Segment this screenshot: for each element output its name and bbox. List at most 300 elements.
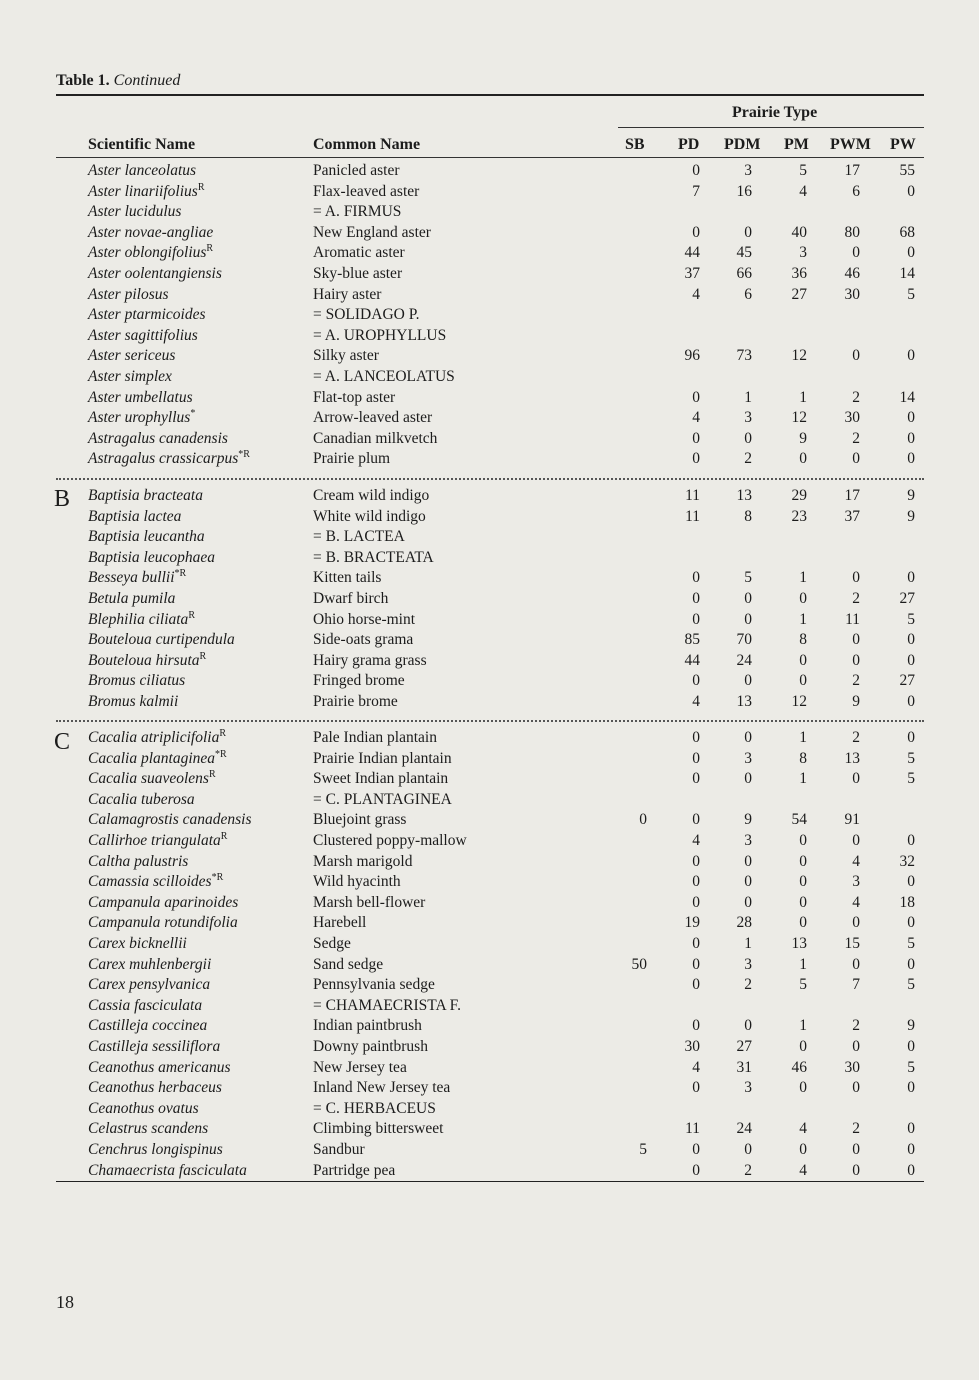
value-pd: 4 [692,409,700,427]
common-name: Sand sedge [313,955,384,973]
scientific-name-text: Betula pumila [88,590,176,607]
scientific-name-text: Carex pensylvanica [88,976,211,994]
value-pwm: 2 [852,1120,860,1138]
footnote-marker: R [219,727,226,739]
table-row [0,590,979,611]
value-pdm: 0 [744,590,752,607]
table-row [0,894,979,915]
table-row [0,162,979,183]
scientific-name [88,770,216,788]
scientific-name [88,791,195,809]
scientific-name [88,347,175,365]
value-pd: 0 [692,935,700,952]
common-name: Bluejoint grass [313,811,407,829]
value-pw: 0 [907,1141,915,1158]
group-header-rule [618,127,924,128]
value-pm: 4 [799,1120,807,1138]
value-pm: 0 [799,651,807,669]
scientific-name-text: Baptisia bracteata [88,487,203,504]
scientific-name [88,956,211,974]
scientific-name-text: Ceanothus herbaceus [88,1079,222,1097]
value-pdm: 6 [744,285,752,303]
col-header-pdm: PDM [724,136,761,153]
common-name: Hairy grama grass [313,651,427,669]
value-pdm: 0 [744,873,752,891]
value-pm: 8 [799,631,807,649]
value-pwm: 9 [852,693,860,710]
scientific-name [88,976,210,994]
common-name: Marsh marigold [313,852,413,870]
value-pm: 1 [799,569,807,587]
common-name: = B. LACTEA [313,528,405,546]
value-pwm: 6 [852,182,860,200]
value-pd: 0 [692,162,700,179]
footnote-marker: *R [174,568,187,580]
value-pm: 1 [799,955,807,973]
value-pdm: 0 [744,770,752,788]
scientific-name-text: Carex muhlenbergii [88,955,212,973]
common-name: Sky-blue aster [313,265,403,282]
value-pd: 4 [692,285,700,303]
value-pm: 4 [799,1161,807,1179]
table-row [0,244,979,265]
scientific-name [88,832,227,850]
scientific-name-text: Calamagrostis canadensis [88,811,252,829]
common-name: = CHAMAECRISTA F. [313,996,461,1014]
value-pdm: 3 [744,162,752,179]
scientific-name [88,1141,223,1159]
scientific-name [88,1017,207,1035]
common-name: Harebell [313,914,367,932]
common-name: Fringed brome [313,672,405,690]
scientific-name-text: Campanula aparinoides [88,893,239,911]
common-name: Kitten tails [313,569,382,587]
section-divider [56,478,924,480]
scientific-name [88,203,181,221]
value-pdm: 2 [744,1161,752,1179]
table-row [0,935,979,956]
value-pw: 0 [907,347,915,365]
value-pd: 7 [692,182,700,200]
scientific-name-text: Aster novae-angliae [88,223,214,241]
table-row [0,368,979,389]
value-pw: 27 [899,672,915,690]
value-pwm: 37 [844,507,860,525]
common-name: Prairie plum [313,450,391,468]
scientific-name-text: Aster urophyllus [88,409,191,427]
footnote-marker: *R [238,449,250,461]
common-name: Partridge pea [313,1161,396,1179]
table-row [0,631,979,652]
value-pdm: 0 [744,852,752,870]
value-pm: 0 [799,1141,807,1158]
value-pw: 0 [907,569,915,587]
value-pdm: 1 [744,935,752,952]
scientific-name [88,590,175,608]
table-row [0,750,979,771]
table-row [0,409,979,430]
table-row [0,347,979,368]
value-pdm: 2 [744,976,752,994]
scientific-name [88,873,223,891]
footnote-marker: *R [211,872,224,884]
value-pw: 14 [899,388,915,406]
value-pw: 0 [907,1038,915,1055]
table-row [0,770,979,791]
scientific-name-text: Aster umbellatus [88,388,193,406]
scientific-name-text: Cenchrus longispinus [88,1141,223,1158]
value-pd: 0 [692,893,700,911]
table-top-rule [56,94,924,96]
value-pm: 0 [799,873,807,891]
value-pm: 0 [799,1079,807,1097]
table-row [0,693,979,714]
scientific-name [88,750,227,768]
common-name: = SOLIDAGO P. [313,306,420,324]
value-pd: 0 [692,1017,700,1035]
scientific-name-text: Aster oolentangiensis [88,265,222,282]
scientific-name-text: Ceanothus ovatus [88,1099,199,1117]
common-name: Silky aster [313,347,379,365]
scientific-name-text: Castilleja sessiliflora [88,1038,221,1055]
scientific-name [88,183,204,201]
value-pm: 0 [799,832,807,849]
value-pd: 0 [692,955,700,973]
value-pm: 12 [791,409,807,427]
value-pwm: 13 [844,749,860,767]
value-pw: 9 [907,1017,915,1035]
value-pm: 1 [799,388,807,406]
value-pd: 0 [692,1141,700,1158]
scientific-name-text: Cassia fasciculata [88,996,203,1014]
value-pw: 0 [907,873,915,891]
scientific-name [88,265,222,283]
value-pd: 0 [692,429,700,447]
col-header-common: Common Name [313,136,421,153]
table-row [0,508,979,529]
common-name: Sweet Indian plantain [313,770,449,788]
value-pw: 0 [907,1120,915,1138]
common-name: Flat-top aster [313,388,396,406]
scientific-name [88,1059,231,1077]
common-name: Pennsylvania sedge [313,976,435,994]
scientific-name [88,528,205,546]
value-pm: 0 [799,672,807,690]
value-pw: 55 [899,162,915,179]
value-pw: 0 [907,429,915,447]
common-name: Prairie brome [313,693,398,710]
value-pwm: 2 [852,388,860,406]
table-row [0,1141,979,1162]
value-pm: 29 [791,487,807,504]
scientific-name [88,935,187,953]
value-pw: 0 [907,729,915,746]
value-pm: 46 [791,1058,807,1076]
value-pwm: 0 [852,1161,860,1179]
table-row [0,1017,979,1038]
value-pd: 11 [685,487,700,504]
scientific-name [88,1100,199,1118]
table-row [0,1079,979,1100]
table-row [0,487,979,508]
value-pwm: 0 [852,832,860,849]
value-pd: 0 [692,729,700,746]
table-row [0,1038,979,1059]
page-number: 18 [56,1292,74,1312]
scientific-name [88,652,206,670]
scientific-name-text: Cacalia atriplicifolia [88,729,220,746]
scientific-name [88,894,238,912]
value-pm: 5 [799,162,807,179]
value-pm: 0 [799,914,807,932]
table-row [0,450,979,471]
scientific-name [88,409,195,427]
value-pw: 9 [907,487,915,504]
scientific-name-text: Blephilia ciliata [88,610,189,628]
value-pdm: 66 [736,265,752,282]
value-pm: 12 [791,347,807,365]
value-pdm: 8 [744,507,752,525]
table-row [0,528,979,549]
value-pm: 0 [799,893,807,911]
value-pm: 1 [799,610,807,628]
scientific-name-text: Cacalia suaveolens [88,770,209,788]
scientific-name [88,672,185,690]
table-row [0,914,979,935]
value-pw: 0 [907,244,915,262]
value-pwm: 30 [844,409,860,427]
common-name: Side-oats grama [313,631,414,649]
value-pdm: 0 [744,429,752,447]
col-header-pm: PM [784,136,809,153]
value-pdm: 0 [744,223,752,241]
scientific-name-text: Bromus ciliatus [88,672,186,690]
col-header-pwm: PWM [830,136,871,153]
table-row [0,873,979,894]
value-pw: 32 [899,852,915,870]
value-pw: 0 [907,450,915,468]
value-pd: 0 [692,610,700,628]
table-row [0,265,979,286]
scientific-name-text: Baptisia leucophaea [88,548,215,566]
scientific-name-text: Bouteloua curtipendula [88,631,235,649]
scientific-name [88,286,169,304]
value-pd: 0 [692,852,700,870]
value-pwm: 0 [852,450,860,468]
value-pwm: 2 [852,429,860,447]
value-pd: 0 [692,569,700,587]
scientific-name [88,853,188,871]
section-letter-b: B [54,486,71,512]
table-row [0,203,979,224]
value-pw: 0 [907,693,915,710]
table-caption [56,72,180,90]
value-pdm: 3 [744,955,752,973]
value-pwm: 80 [844,223,860,241]
common-name: Pale Indian plantain [313,729,437,746]
value-pm: 1 [799,1017,807,1035]
value-pdm: 0 [744,1017,752,1035]
scientific-name-text: Bromus kalmii [88,693,179,710]
table-row [0,832,979,853]
scientific-name-text: Aster pilosus [88,285,169,303]
caption-continued: Continued [113,72,181,89]
value-pw: 5 [907,1058,915,1076]
table-row [0,389,979,410]
scientific-name-text: Castilleja coccinea [88,1017,208,1035]
scientific-name-text: Camassia scilloides [88,873,212,891]
value-pd: 4 [692,693,700,710]
common-name: Panicled aster [313,162,400,179]
value-pm: 1 [799,770,807,788]
common-name: White wild indigo [313,507,426,525]
value-pdm: 45 [736,244,752,262]
value-pd: 0 [692,672,700,690]
value-pd: 0 [692,388,700,406]
scientific-name [88,693,178,711]
scientific-name-text: Campanula rotundifolia [88,914,238,932]
value-pd: 0 [692,770,700,788]
common-name: Hairy aster [313,285,382,303]
value-pwm: 2 [852,1017,860,1035]
value-pwm: 0 [852,651,860,669]
common-name: Sandbur [313,1141,365,1158]
value-pw: 0 [907,182,915,200]
value-pd: 0 [692,976,700,994]
scientific-name [88,508,181,526]
scientific-name [88,811,251,829]
scientific-name [88,1162,247,1180]
value-pd: 37 [684,265,700,282]
table-row [0,1100,979,1121]
scientific-name [88,244,213,262]
value-pw: 0 [907,631,915,649]
value-pwm: 0 [852,631,860,649]
common-name: New Jersey tea [313,1058,407,1076]
value-pwm: 30 [844,1058,860,1076]
table-row [0,1162,979,1183]
value-pd: 0 [692,811,700,829]
table-row [0,183,979,204]
scientific-name [88,487,203,505]
value-pm: 13 [791,935,807,952]
value-pd: 96 [684,347,700,365]
scientific-name [88,430,228,448]
value-pwm: 0 [852,569,860,587]
value-pw: 5 [907,976,915,994]
table-row [0,224,979,245]
section-divider [56,720,924,722]
value-pm: 1 [799,729,807,746]
value-pdm: 0 [744,893,752,911]
footnote-marker: R [199,650,207,662]
common-name: = C. PLANTAGINEA [313,790,452,808]
value-pm: 5 [799,976,807,994]
value-pm: 12 [791,693,807,710]
value-pd: 0 [692,873,700,891]
scientific-name [88,368,172,386]
value-pm: 8 [799,749,807,767]
value-pdm: 0 [744,610,752,628]
scientific-name-text: Aster simplex [88,368,172,385]
value-pwm: 4 [852,852,860,870]
common-name: Indian paintbrush [313,1017,422,1035]
table-row [0,672,979,693]
scientific-name [88,997,202,1015]
value-pd: 0 [692,223,700,241]
value-sb: 5 [639,1141,647,1158]
scientific-name [88,914,238,932]
value-pdm: 28 [736,914,752,932]
common-name: = A. UROPHYLLUS [313,326,447,344]
value-pd: 11 [685,507,700,525]
common-name: New England aster [313,223,431,241]
value-pd: 4 [692,1058,700,1076]
value-pwm: 0 [852,770,860,788]
common-name: Sedge [313,935,351,952]
value-pwm: 7 [852,976,860,994]
scientific-name-text: Chamaecrista fasciculata [88,1161,247,1179]
value-pdm: 16 [736,182,752,200]
table-row [0,430,979,451]
scientific-name-text: Astragalus canadensis [88,429,228,447]
table-row [0,853,979,874]
scientific-name-text: Baptisia leucantha [88,528,205,546]
value-pw: 0 [907,955,915,973]
table-row [0,569,979,590]
value-pd: 19 [684,914,700,932]
value-pd: 44 [684,244,700,262]
value-pm: 0 [799,852,807,870]
common-name: = B. BRACTEATA [313,548,434,566]
value-pm: 23 [791,507,807,525]
scientific-name-text: Aster sagittifolius [88,326,198,344]
table-row [0,1120,979,1141]
table-row [0,549,979,570]
scientific-name-text: Aster sericeus [88,347,176,365]
common-name: Arrow-leaved aster [313,409,433,427]
value-pwm: 30 [844,285,860,303]
value-pdm: 13 [736,487,752,504]
value-pd: 44 [684,651,700,669]
value-sb: 50 [631,955,647,973]
value-pwm: 0 [852,955,860,973]
value-pwm: 0 [852,1038,860,1055]
value-pdm: 5 [744,569,752,587]
value-pd: 4 [692,832,700,849]
value-pdm: 3 [744,1079,752,1097]
scientific-name-text: Ceanothus americanus [88,1058,231,1076]
footnote-marker: R [188,609,195,621]
scientific-name-text: Caltha palustris [88,852,189,870]
value-pw: 5 [907,749,915,767]
value-pw: 27 [899,590,915,607]
scientific-name-text: Carex bicknellii [88,935,187,952]
common-name: Cream wild indigo [313,487,430,504]
scientific-name-text: Aster lanceolatus [88,162,197,179]
value-pd: 0 [692,590,700,607]
table-row [0,327,979,348]
value-pd: 0 [692,450,700,468]
value-pw: 0 [907,651,915,669]
col-header-sb: SB [625,136,645,153]
footnote-marker: R [220,830,228,842]
table-row [0,306,979,327]
table-row [0,1059,979,1080]
table-row [0,652,979,673]
value-pwm: 15 [844,935,860,952]
common-name: Prairie Indian plantain [313,749,452,767]
